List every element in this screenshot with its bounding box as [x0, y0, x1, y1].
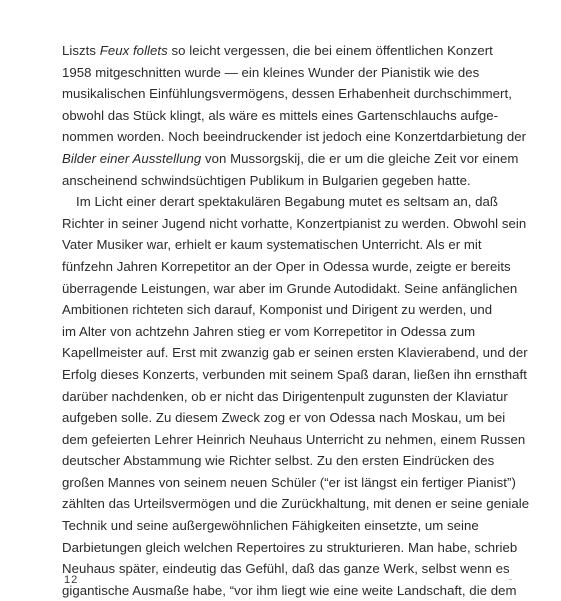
text-segment: Neuhaus später, eindeutig das Gefühl, daß das ganze Werk, selbst wenn es [62, 561, 510, 577]
text-segment: Richter in seiner Jugend nicht vorhatte, Konzertpianist zu werden. Obwohl sein [62, 215, 527, 231]
text-line [62, 299, 532, 321]
italic-title: Feux follets [99, 43, 168, 58]
text-line [62, 62, 532, 84]
text-line [62, 407, 532, 429]
text-line [62, 83, 532, 105]
page-mark [509, 579, 512, 580]
text-segment: Darbietungen gleich welchen Repertoires zu strukturieren. Man habe, schrieb [62, 539, 518, 555]
text-segment: so leicht vergessen, die bei einem öffentlichen Konzert [167, 43, 493, 58]
text-segment: Vater Musiker war, erhielt er kaum systematischen Unterricht. Als er mit [62, 237, 482, 253]
text-line [62, 105, 532, 127]
text-line [62, 450, 532, 472]
text-line [62, 515, 532, 537]
text-segment: darüber nachdenken, ob er nicht das Dirigentenpult zugunsten der Klaviatur [62, 388, 508, 404]
text-line [62, 170, 532, 192]
body-text [62, 40, 532, 601]
text-line [62, 191, 532, 213]
text-line [62, 429, 532, 451]
text-segment: von Mussorgskij, die er um die gleiche Zeit vor einem [201, 150, 519, 166]
text-line [62, 342, 532, 364]
text-segment: obwohl das Stück klingt, als wäre es mittels eines Gartenschlauchs aufge- [62, 107, 499, 123]
text-segment: zählten das Urteilsvermögen und die Zurückhaltung, mit denen er seine geniale [62, 496, 530, 512]
text-segment: musikalischen Einfühlungsvermögens, dessen Erhabenheit durchschimmert, [62, 86, 512, 102]
text-segment: gigantische Ausmaße habe, “vor ihm liegt wie eine weite Landschaft, die dem [62, 582, 517, 598]
text-segment: anscheinend schwindsüchtigen Publikum in Bulgarien gegeben hatte. [62, 172, 471, 188]
text-segment: Liszts [62, 43, 100, 58]
text-line [62, 386, 532, 408]
italic-title: Bilder einer Ausstellung [62, 150, 202, 166]
text-segment: Ambitionen richteten sich darauf, Komponist und Dirigent zu werden, und [62, 302, 493, 318]
text-segment: im Alter von achtzehn Jahren stieg er vom Korrepetitor in Odessa zum [62, 323, 476, 339]
text-segment: großen Mannes von seinem neuen Schüler (“er ist längst ein fertiger Pianist”) [62, 474, 516, 490]
text-line [62, 537, 532, 559]
text-segment: Technik und seine außergewöhnlichen Fähigkeiten einsetzte, um seine [62, 518, 479, 534]
text-line [62, 472, 532, 494]
text-segment: Im Licht einer derart spektakulären Begabung mutet es seltsam an, daß [76, 194, 499, 210]
text-line [62, 126, 532, 148]
text-segment: dem gefeierten Lehrer Heinrich Neuhaus Unterricht zu nehmen, einem Russen [62, 431, 526, 447]
text-segment: Kapellmeister auf. Erst mit zwanzig gab er seinen ersten Klavierabend, und der [62, 345, 528, 361]
text-segment: nommen worden. Noch beeindruckender ist jedoch eine Konzertdarbietung der [62, 129, 527, 145]
text-segment: deutscher Abstammung wie Richter selbst. Zu den ersten Eindrücken des [62, 453, 495, 469]
text-segment: fünfzehn Jahren Korrepetitor an der Oper in Odessa wurde, zeigte er bereits [62, 258, 511, 274]
text-line [62, 234, 532, 256]
text-line [62, 40, 532, 62]
text-line [62, 580, 532, 601]
text-line [62, 278, 532, 300]
text-line [62, 256, 532, 278]
text-line [62, 321, 532, 343]
text-line [62, 213, 532, 235]
page-number: 12 [64, 574, 79, 586]
text-line [62, 493, 532, 515]
text-line [62, 148, 532, 170]
text-segment: überragende Leistungen, war aber im Grunde Autodidakt. Seine anfänglichen [62, 280, 518, 296]
text-line [62, 364, 532, 386]
text-segment: Erfolg dieses Konzerts, verbunden mit seinem Spaß daran, ließen ihn ernsthaft [62, 366, 527, 382]
text-segment: aufgeben solle. Zu diesem Zweck zog er von Odessa nach Moskau, um bei [62, 410, 506, 426]
text-segment: 1958 mitgeschnitten wurde — ein kleines Wunder der Pianistik wie des [62, 64, 480, 80]
text-line [62, 558, 532, 580]
